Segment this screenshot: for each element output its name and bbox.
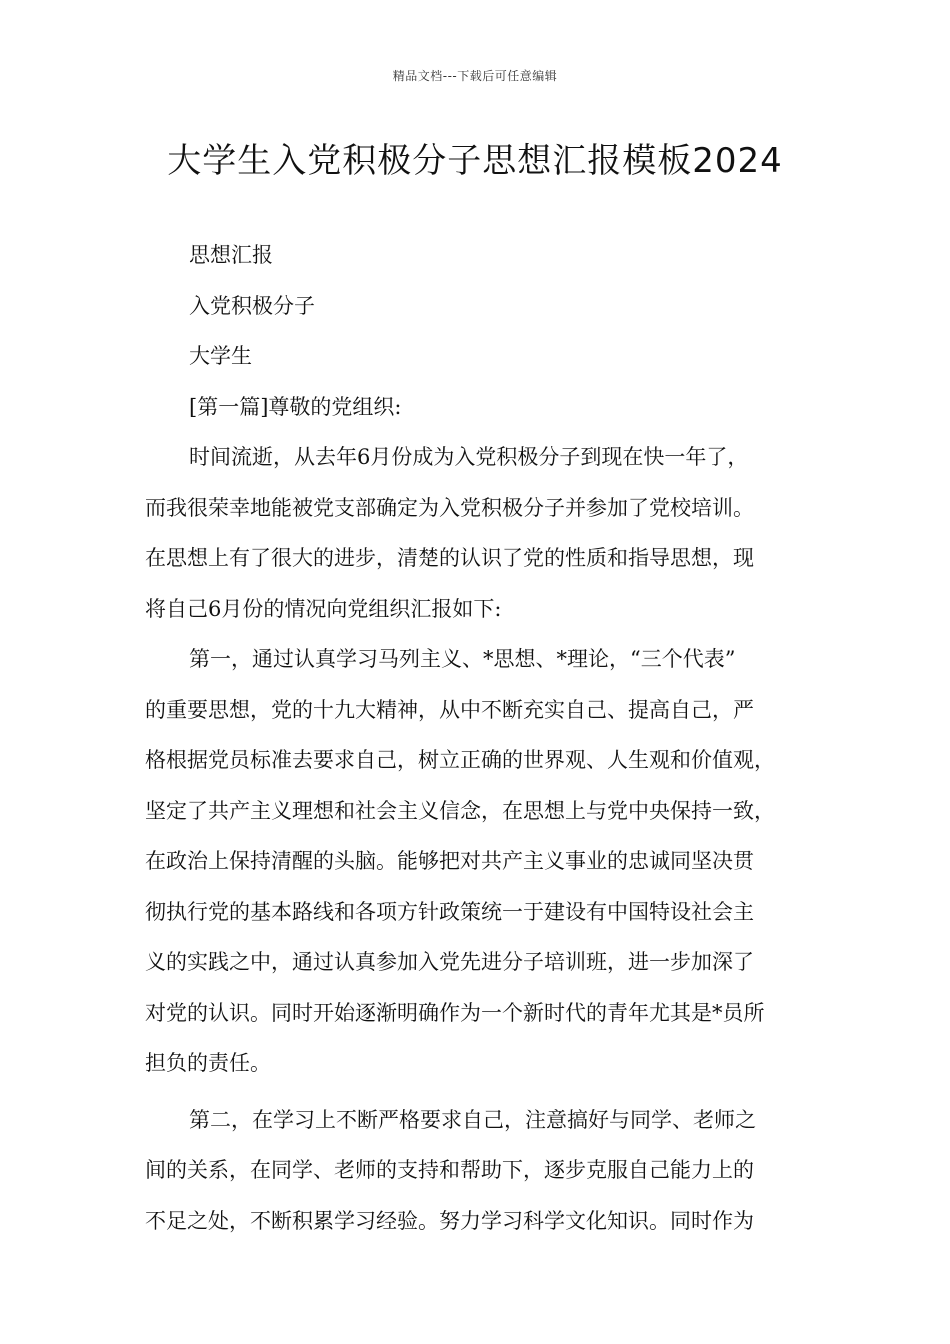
paragraph-line: 对党的认识。同时开始逐渐明确作为一个新时代的青年尤其是*员所 bbox=[145, 1000, 765, 1025]
line-salutation: [第一篇]尊敬的党组织: bbox=[189, 394, 402, 419]
paragraph-line: 不足之处，不断积累学习经验。努力学习科学文化知识。同时作为 bbox=[145, 1208, 754, 1233]
paragraph-line: 担负的责任。 bbox=[145, 1051, 271, 1075]
paragraph-line: 义的实践之中，通过认真参加入党先进分子培训班，进一步加深了 bbox=[145, 950, 754, 974]
paragraph-line: 坚定了共产主义理想和社会主义信念，在思想上与党中央保持一致， bbox=[145, 798, 775, 823]
line-heading-activist: 入党积极分子 bbox=[189, 293, 315, 318]
paragraph-line: 在思想上有了很大的进步，清楚的认识了党的性质和指导思想，现 bbox=[145, 546, 754, 570]
paragraph-line: 第二，在学习上不断严格要求自己，注意搞好与同学、老师之 bbox=[189, 1107, 756, 1132]
paragraph-line: 在政治上保持清醒的头脑。能够把对共产主义事业的忠诚同坚决贯 bbox=[145, 849, 754, 873]
line-heading-student: 大学生 bbox=[189, 344, 252, 368]
paragraph-line: 第一，通过认真学习马列主义、*思想、*理论，“三个代表” bbox=[189, 647, 736, 671]
paragraph-line: 将自己6月份的情况向党组织汇报如下: bbox=[145, 596, 502, 621]
document-title: 大学生入党积极分子思想汇报模板2024 bbox=[167, 141, 783, 181]
paragraph-line: 格根据党员标准去要求自己，树立正确的世界观、人生观和价值观， bbox=[145, 748, 775, 772]
line-heading-report: 思想汇报 bbox=[189, 243, 273, 267]
document-body bbox=[145, 230, 825, 1246]
header-note: 精品文档---下载后可任意编辑 bbox=[392, 69, 558, 83]
paragraph-line: 时间流逝，从去年6月份成为入党积极分子到现在快一年了， bbox=[189, 445, 749, 469]
paragraph-line: 的重要思想，党的十九大精神，从中不断充实自己、提高自己，严 bbox=[145, 697, 754, 722]
paragraph-line: 间的关系，在同学、老师的支持和帮助下，逐步克服自己能力上的 bbox=[145, 1158, 754, 1182]
paragraph-line: 彻执行党的基本路线和各项方针政策统一于建设有中国特设社会主 bbox=[145, 899, 754, 924]
paragraph-line: 而我很荣幸地能被党支部确定为入党积极分子并参加了党校培训。 bbox=[145, 495, 754, 520]
